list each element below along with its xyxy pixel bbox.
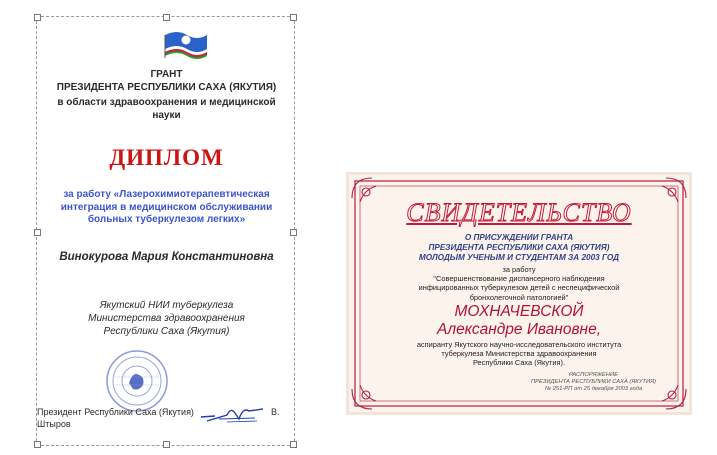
heading-line: О ПРИСУЖДЕНИИ ГРАНТА [464,233,574,242]
work-line: за работу [502,265,536,274]
resize-handle-bottom-middle[interactable] [163,441,170,448]
institute-line: Министерства здравоохранения [88,313,245,324]
grant-line: ПРЕЗИДЕНТА РЕСПУБЛИКИ САХА (ЯКУТИЯ) [56,81,277,93]
signer-label: Президент Республики Саха (Якутия) [37,407,194,417]
diploma-institute [37,299,296,338]
resize-handle-top-right[interactable] [290,14,297,21]
description-line: аспиранту Якутского научно-исследовательского института [416,340,622,349]
work-line: интеграция в медицинском обслуживании [60,201,273,213]
grant-line: науки [152,110,181,121]
resize-handle-top-middle[interactable] [163,14,170,21]
description-line: туберкулеза Министерства здравоохранения [441,349,597,359]
certificate-work [346,265,692,302]
grant-field [37,96,296,122]
heading-line: ПРЕЗИДЕНТА РЕСПУБЛИКИ САХА (ЯКУТИЯ) [428,243,610,252]
heading-line: МОЛОДЫМ УЧЕНЫМ И СТУДЕНТАМ ЗА 2003 ГОД [418,253,620,262]
resize-handle-middle-right[interactable] [290,229,297,236]
signer-surname: Штыров [37,419,71,429]
description-line: Республики Саха (Якутия). [472,358,566,368]
grant-line: ГРАНТ [150,69,183,80]
decree-line: РАСПОРЯЖЕНИЕ [569,372,618,378]
diploma-recipient: Винокурова Мария Константиновна [59,251,274,263]
signature-icon [197,397,267,427]
grant-line: в области здравоохранения и медицинской [57,97,276,108]
institute-line: Якутский НИИ туберкулеза [99,300,234,311]
grant-heading [37,69,296,94]
recipient-surname: МОХНАЧЕВСКОЙ [454,303,584,320]
diploma-document [36,16,295,446]
institute-line: Республики Саха (Якутия) [103,326,230,337]
certificate-document [346,172,692,415]
work-line: инфицированных туберкулезом детей с неспецифической [418,283,620,293]
work-line: "Совершенствование диспансерного наблюдения [433,274,605,284]
signer-initial: В. [271,407,280,417]
recipient-given-names: Александре Ивановне, [436,321,601,338]
diploma-work-title [37,189,296,227]
decree-line: № 251-РП от 25 декабря 2003 года [544,386,643,392]
resize-handle-middle-left[interactable] [34,229,41,236]
certificate-title: СВИДЕТЕЛЬСТВО [406,198,632,227]
resize-handle-bottom-left[interactable] [34,441,41,448]
work-line: за работу «Лазерохимиотерапевтическая [63,189,270,200]
decree-reference [531,372,656,393]
yakutia-flag-icon [163,29,209,59]
work-line: бронхолегочной патологией" [469,292,569,302]
decree-line: ПРЕЗИДЕНТА РЕСПУБЛИКИ САХА (ЯКУТИЯ) [530,379,656,385]
official-seal-icon [105,349,169,413]
resize-handle-top-left[interactable] [34,14,41,21]
resize-handle-bottom-right[interactable] [290,441,297,448]
work-line: больных туберкулезом легких» [87,214,246,225]
recipient-description [346,340,692,368]
certificate-heading [346,233,692,263]
diploma-title: ДИПЛОМ [109,145,224,170]
